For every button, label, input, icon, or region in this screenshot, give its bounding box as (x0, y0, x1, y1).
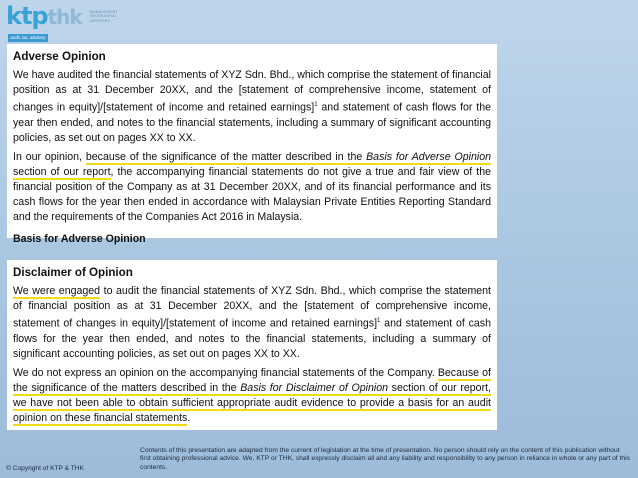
logo-sub-line: MANAGEMENT (90, 10, 118, 14)
logo-wordmark (6, 4, 82, 29)
highlight-adverse-basis: because of the significance of the matter described in the Basis for Adverse Opinion section of our report (13, 150, 491, 178)
adverse-opinion-body (13, 68, 491, 225)
adverse-opinion-panel (7, 44, 497, 245)
logo-sub-line: SECRETARIAL (90, 14, 117, 19)
disclaimer-paragraph-2: We do not express an opinion on the accompanying financial statements of the Company. Because of the significance of the matters described in the Basis for Disclaimer of Opinion section of our report, we have not been able to obtain sufficient appropriate audit evidence to provide a basis for an audit opinion on these financial statements. (13, 366, 491, 424)
logo-brand-a: ktp (6, 2, 48, 30)
logo-subtext (90, 10, 118, 23)
logo-tagline: audit, tax, advisory (8, 34, 48, 42)
highlight-disclaimer-basis: Because of the significance of the matters described in the Basis for Disclaimer of Opinion section of our report, we have not been able to obtain sufficient appropriate audit evidence to provide a basis for an audit opinion on these financial statements (13, 366, 491, 424)
cutoff-next-heading: Basis for Adverse Opinion (13, 233, 146, 245)
logo-brand-b: thk (47, 5, 82, 29)
logo-sub-line: ADVISORS (90, 18, 111, 23)
highlight-engaged: We were engaged (13, 285, 101, 297)
disclaimer-opinion-heading: Disclaimer of Opinion (13, 266, 133, 279)
disclaimer-paragraph-1: We were engaged to audit the financial statements of XYZ Sdn. Bhd., which comprise the statement of financial position as at 31 December 20XX, and the [statement of comprehensive income, statement of changes in equity]/[statement of income and retained earnings]$^1$ and statement of cash flows for the year then ended, and notes to the financial statements, including a summary of significant accounting policies, as set out on pages XX to XX. (13, 285, 491, 360)
company-logo (6, 4, 116, 44)
adverse-paragraph-1: We have audited the financial statements of XYZ Sdn. Bhd., which comprise the statement of financial position as at 31 December 20XX, and the [statement of comprehensive income, statement of changes in equity]/[statement of income and retained earnings]$^1$ and statement of cash flows for the year then ended, and notes to the financial statements, including a summary of significant accounting policies, as set out on pages XX to XX. (13, 69, 491, 144)
disclaimer-opinion-body (13, 284, 491, 426)
copyright-notice: © Copyright of KTP & THK (6, 465, 84, 472)
adverse-paragraph-2: In our opinion, because of the significance of the matter described in the Basis for Adverse Opinion section of our report, the accompanying financial statements do not give a true and fair view of the financial position of the Company as at 31 December 20XX, and of its financial performance and its cash flows for the year then ended in accordance with Malaysian Private Entities Reporting Standard and the requirements of the Companies Act 2016 in Malaysia. (13, 150, 491, 223)
legal-disclaimer: Contents of this presentation are adapted from the current of legislation at the time of presentation. No person should rely on the content of this publication without first obtaining professional advice. We, KTP or THK, shall expressly disclaim all and any liability and responsibility to any person in reliance in whole or any part of this contents. (140, 447, 630, 471)
disclaimer-opinion-panel (7, 260, 497, 430)
adverse-opinion-heading: Adverse Opinion (13, 50, 106, 63)
